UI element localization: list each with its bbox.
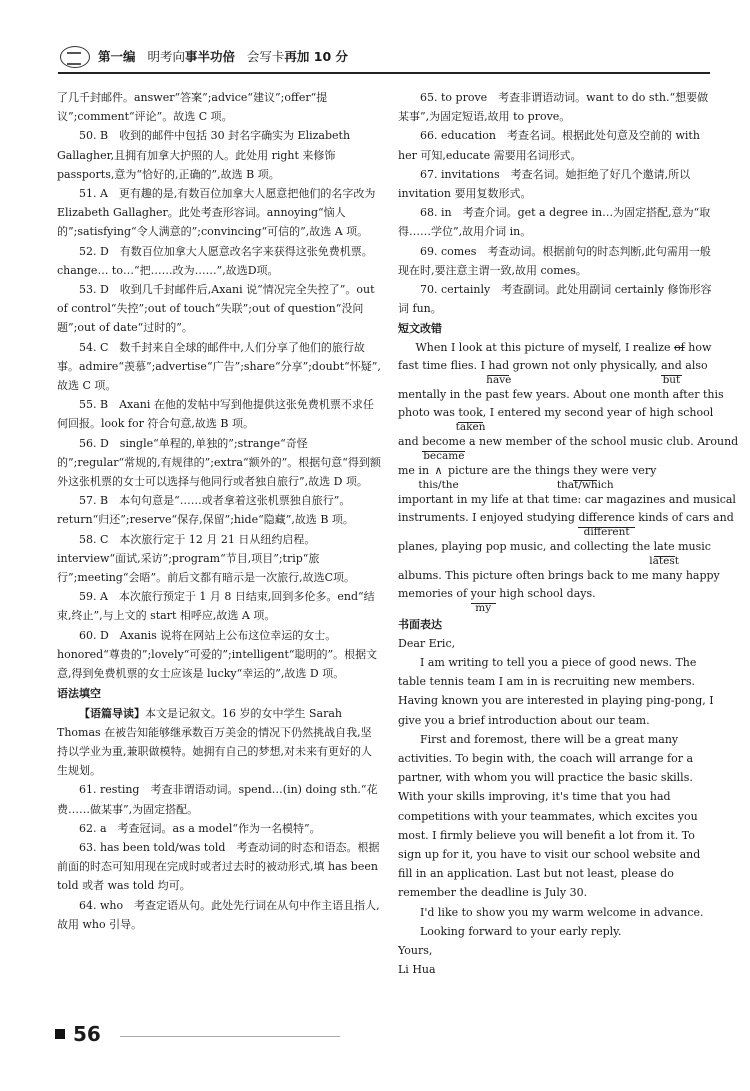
correction-fix: but [662, 373, 681, 386]
corrected-word: and but [661, 357, 682, 376]
answer-item: 68. in 考查介词。get a degree in…为固定搭配,意为“取得……学位”,故用介词 in。 [398, 206, 711, 239]
letter-signature: Li Hua [398, 963, 436, 977]
correction-line: memories of your my high school days. [398, 585, 714, 604]
answer-item: 57. B 本句句意是“……或者拿着这张机票独自旅行”。return“归还”;reserve“保存,保留”;hide“隐藏”,故选 B 项。 [57, 494, 354, 527]
correction-line: albums. This picture often brings back to me many happy [398, 568, 720, 582]
answer-item: 61. resting 考查非谓语动词。spend…(in) doing sth.“花费……做某事”,为固定搭配。 [57, 783, 378, 816]
answer-item: 58. C 本次旅行定于 12 月 21 日从纽约启程。interview“面试,采访”;program“节目,项目”;trip“旅行”;meeting“会晤”。前后文都有暗示是一次旅行,故选C项。 [57, 532, 356, 585]
section-heading-writing: 书面表达 [398, 617, 442, 631]
answer-item: 65. to prove 考查非谓语动词。want to do sth.“想要做某事”,为固定短语,故用 to prove。 [398, 91, 709, 124]
header-title-b: 事半功倍 [184, 49, 235, 64]
corrected-word: your my [471, 585, 496, 604]
correction-line: mentally in the past few years. About one month after this [398, 387, 724, 401]
answer-item: 55. B Axani 在他的发帖中写到他提供这张免费机票不求任何回报。look for 符合句意,故选 B 项。 [57, 398, 374, 431]
letter-paragraph: I'd like to show you my warm welcome in advance. [420, 905, 704, 919]
corrected-word: took taken [458, 404, 482, 423]
model-letter [398, 634, 714, 980]
answer-item: 56. D single“单程的,单独的”;strange“奇怪的”;regular“常规的,有规律的”;extra“额外的”。根据句意“得到额外这张机票的女士可以选择与他同行或者独自旅行”,故选 D 项。 [57, 436, 381, 489]
answer-item: 62. a 考查冠词。as a model“作为一名模特”。 [79, 821, 321, 835]
header-part: 第一编 [98, 49, 136, 64]
answer-item: 67. invitations 考查名词。她拒绝了好几个邀请,所以 invitation 要用复数形式。 [398, 167, 691, 201]
header-title-a: 明考向 [147, 49, 185, 64]
answer-item: 50. B 收到的邮件中包括 30 封名字确实为 Elizabeth Gallagher,且拥有加拿大护照的人。此处用 right 来修饰 passports,意为“恰好的,正确的”,故选 B 项。 [57, 129, 351, 181]
correction-line: When I look at this picture of myself, I realize of how [415, 340, 712, 354]
answer-item: 51. A 更有趣的是,有数百位加拿大人愿意把他们的名字改为 Elizabeth Gallagher。此处考查形容词。annoying“恼人的”;satisfying“令人满意的”;convincing“可信的”,故选 A 项。 [57, 187, 376, 239]
page-number: 56 [73, 1022, 101, 1046]
correction-fix: different [583, 525, 630, 538]
correction-line: instruments. I enjoyed studying difference different kinds of cars and [398, 509, 714, 528]
corrected-word: late latest [654, 538, 675, 557]
page-footer [55, 1022, 101, 1046]
corrected-word: become became [422, 433, 465, 452]
correction-line: photo was took taken , I entered my second year of high school [398, 404, 714, 423]
answer-item: 了几千封邮件。answer“答案”;advice“建议”;offer“提议”;comment“评论”。故选 C 项。 [57, 91, 328, 124]
letter-paragraph: Looking forward to your early reply. [420, 924, 622, 938]
correction-fix: became [423, 449, 465, 462]
right-column [398, 88, 739, 980]
answer-item: 66. education 考查名词。根据此处句意及空前的 with her 可知,educate 需要用名词形式。 [398, 129, 700, 162]
section-heading-correction: 短文改错 [398, 322, 442, 336]
correction-fix: taken [455, 420, 486, 433]
correction-fix: have [486, 373, 512, 386]
correction-line: important in my life at that time: car magazines and musical [398, 492, 736, 506]
answer-item: 60. D Axanis 说将在网站上公布这位幸运的女士。honored“尊贵的”;lovely“可爱的”;intelligent“聪明的”。根据文意,得到免费机票的女士应该是 lucky“幸运的”,故选 D 项。 [57, 628, 378, 681]
answer-item: 63. has been told/was told 考查动词的时态和语态。根据前面的时态可知用现在完成时或者过去时的被动形式,填 has been told 或者 was told 均可。 [57, 840, 380, 893]
correction-line: planes, playing pop music, and collecting the late latest music [398, 538, 714, 557]
answer-item: 64. who 考查定语从句。此处先行词在从句中作主语且指人,故用 who 引导。 [57, 898, 380, 931]
letter-paragraph: I am writing to tell you a piece of good news. The table tennis team I am in is recruiting new members. Having known you are interested in playing ping-pong, I give you a brief introduction about our team. [398, 656, 714, 727]
insert-caret: ∧ this/the [433, 462, 445, 480]
header-title [98, 47, 348, 65]
answer-item: 54. C 数千封来自全球的邮件中,人们分享了他们的旅行故事。admire“羡慕”;advertise“广告”;share“分享”;doubt“怀疑”,故选 C 项。 [57, 340, 381, 393]
page-header [40, 42, 710, 74]
correction-fix: this/the [418, 478, 459, 491]
corrected-word: difference different [578, 509, 634, 528]
correction-line: fast time flies. I had have grown not only physically, and but also [398, 357, 714, 376]
deleted-word: of [674, 340, 685, 354]
correction-fix: that/which [556, 478, 614, 491]
correction-line: and become became a new member of the school music club. Around [398, 433, 714, 452]
correction-line: me in ∧ this/the picture are the things they that/which were very [398, 462, 714, 481]
guide-label: 【语篇导读】 [79, 706, 145, 720]
guide-paragraph [57, 704, 382, 781]
letter-paragraph: First and foremost, there will be a great many activities. To begin with, the coach will arrange for a partner, with whom you will practice the basic skills. With your skills improving, it's time that you had competitions with your teammates, which excites you most. I firmly believe you will benefit a lot from it. To sign up for it, you have to visit our school website and fill in an application. Last but not least, please do remember the deadline is July 30. [398, 732, 701, 900]
correction-passage [398, 339, 739, 614]
letter-closing: Yours, [398, 944, 433, 958]
left-column [57, 88, 382, 934]
answer-item: 59. A 本次旅行预定于 1 月 8 日结束,回到多伦多。end“结束,终止”,与上文的 start 相呼应,故选 A 项。 [57, 590, 375, 623]
footer-rule [120, 1036, 340, 1037]
corrected-word: they that/which [573, 462, 597, 481]
header-title-c: 会写卡 [246, 49, 285, 64]
section-heading-grammar: 语法填空 [57, 687, 101, 701]
correction-fix: my [475, 601, 492, 614]
answer-item: 70. certainly 考查副词。此处用副词 certainly 修饰形容词 fun。 [398, 283, 712, 316]
answer-item: 53. D 收到几千封邮件后,Axani 说“情况完全失控了”。out of control“失控”;out of touch“失联”;out of question“没问题”;out of date“过时的”。 [57, 283, 375, 335]
header-rule [58, 72, 710, 74]
correction-fix: latest [649, 554, 679, 567]
corrected-word: had have [488, 357, 509, 376]
letter-salutation: Dear Eric, [398, 636, 456, 650]
guide-text: 本文是记叙文。16 岁的女中学生 Sarah Thomas 在被告知能够继承数百万美金的情况下仍然挑战自我,坚持以学业为重,兼职做模特。她拥有自己的梦想,对未来有更好的人生规划。 [57, 706, 372, 778]
answer-item: 69. comes 考查动词。根据前句的时态判断,此句需用一般现在时,要注意主谓一致,故用 comes。 [398, 244, 711, 277]
book-logo-icon [60, 46, 90, 68]
footer-square-icon [55, 1029, 65, 1039]
answer-item: 52. D 有数百位加拿大人愿意改名字来获得这张免费机票。change… to…“把……改为……”,故选D项。 [57, 244, 373, 277]
header-title-d: 再加 10 分 [284, 49, 349, 64]
